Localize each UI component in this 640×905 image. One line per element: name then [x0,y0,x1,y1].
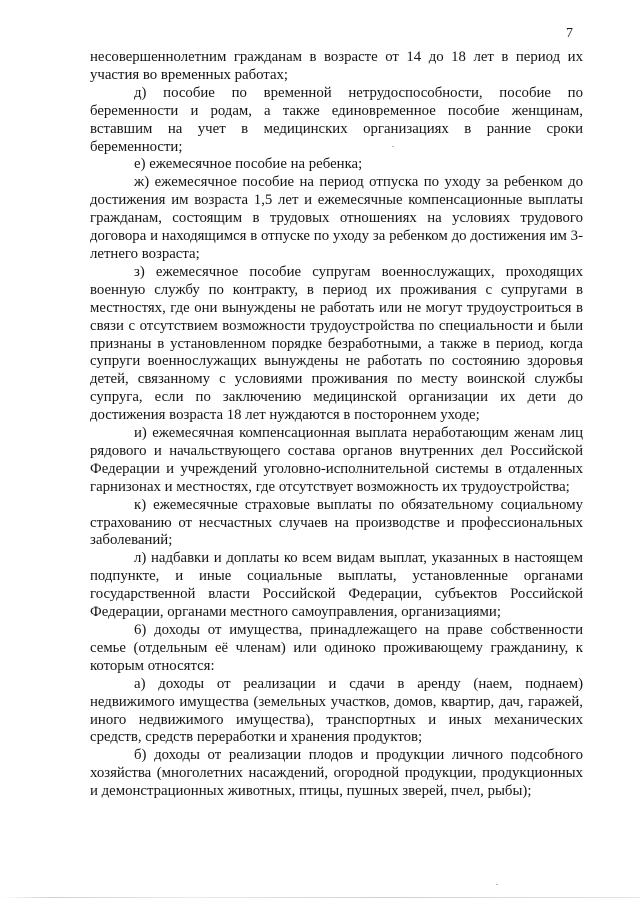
scan-artifact-line [0,897,640,898]
paragraph-continuation: несовершеннолетним гражданам в возрасте от 14 до 18 лет в период их участия во временных работах; [90,49,583,83]
paragraph-item-k: к) ежемесячные страховые выплаты по обязательному социальному страхованию от несчастных случаев на производстве и профессиональных заболеваний; [90,496,583,549]
scan-artifact-dot [392,146,394,147]
paragraph-item-b: б) доходы от реализации плодов и продукции личного подсобного хозяйства (многолетних насаждений, огородной продукции, продукционных и демонстрационных животных, птицы, пушных зверей, пчел, рыбы); [90,747,583,800]
paragraph-item-z: з) ежемесячное пособие супругам военнослужащих, проходящих военную службу по контракту, в период их проживания с супругами в местностях, где они вынуждены не работать или не могут трудоустроиться в связи с отсутствием возможности трудоустройства по специальности и были признаны в установленном порядке безработными, а также в период, когда супруги военнослужащих вынуждены не работать по состоянию здоровья детей, связанному с условиями проживания по месту воинской службы супруга, если по заключению медицинской организации их дети до достижения возраста 18 лет нуждаются в постороннем уходе; [90,263,583,424]
paragraph-item-l: л) надбавки и доплаты ко всем видам выплат, указанных в настоящем подпункте, и иные социальные выплаты, установленные органами государственной власти Российской Федерации, субъектов Российской Федерации, органами местного самоуправления, организациями; [90,550,583,621]
document-body [90,49,583,801]
paragraph-item-6: 6) доходы от имущества, принадлежащего на праве собственности семье (отдельным её членам) или одиноко проживающему гражданину, к которым относятся: [90,622,583,674]
scan-artifact-dot [496,884,498,885]
paragraph-item-e: е) ежемесячное пособие на ребенка; [134,156,363,173]
paragraph-item-a: а) доходы от реализации и сдачи в аренду (наем, поднаем) недвижимого имущества (земельных участков, домов, квартир, дач, гаражей, иного недвижимого имущества), транспортных и иных механических средств, средств переработки и хранения продуктов; [90,675,583,746]
paragraph-item-zh: ж) ежемесячное пособие на период отпуска по уходу за ребенком до достижения им возраста 1,5 лет и ежемесячные компенсационные выплаты гражданам, состоящим в трудовых отношениях на условиях трудового договора и находящимся в отпуске по уходу за ребенком до достижения им 3-летнего возраста; [90,174,583,262]
paragraph-item-i: и) ежемесячная компенсационная выплата неработающим женам лиц рядового и начальствующего состава органов внутренних дел Российской Федерации и учреждений уголовно-исполнительной системы в отдаленных гарнизонах и местностях, где отсутствует возможность их трудоустройства; [90,425,583,495]
paragraph-item-d: д) пособие по временной нетрудоспособности, пособие по беременности и родам, а также единовременное пособие женщинам, вставшим на учет в медицинских организациях в ранние сроки беременности; [90,84,583,155]
page-number: 7 [566,26,573,41]
